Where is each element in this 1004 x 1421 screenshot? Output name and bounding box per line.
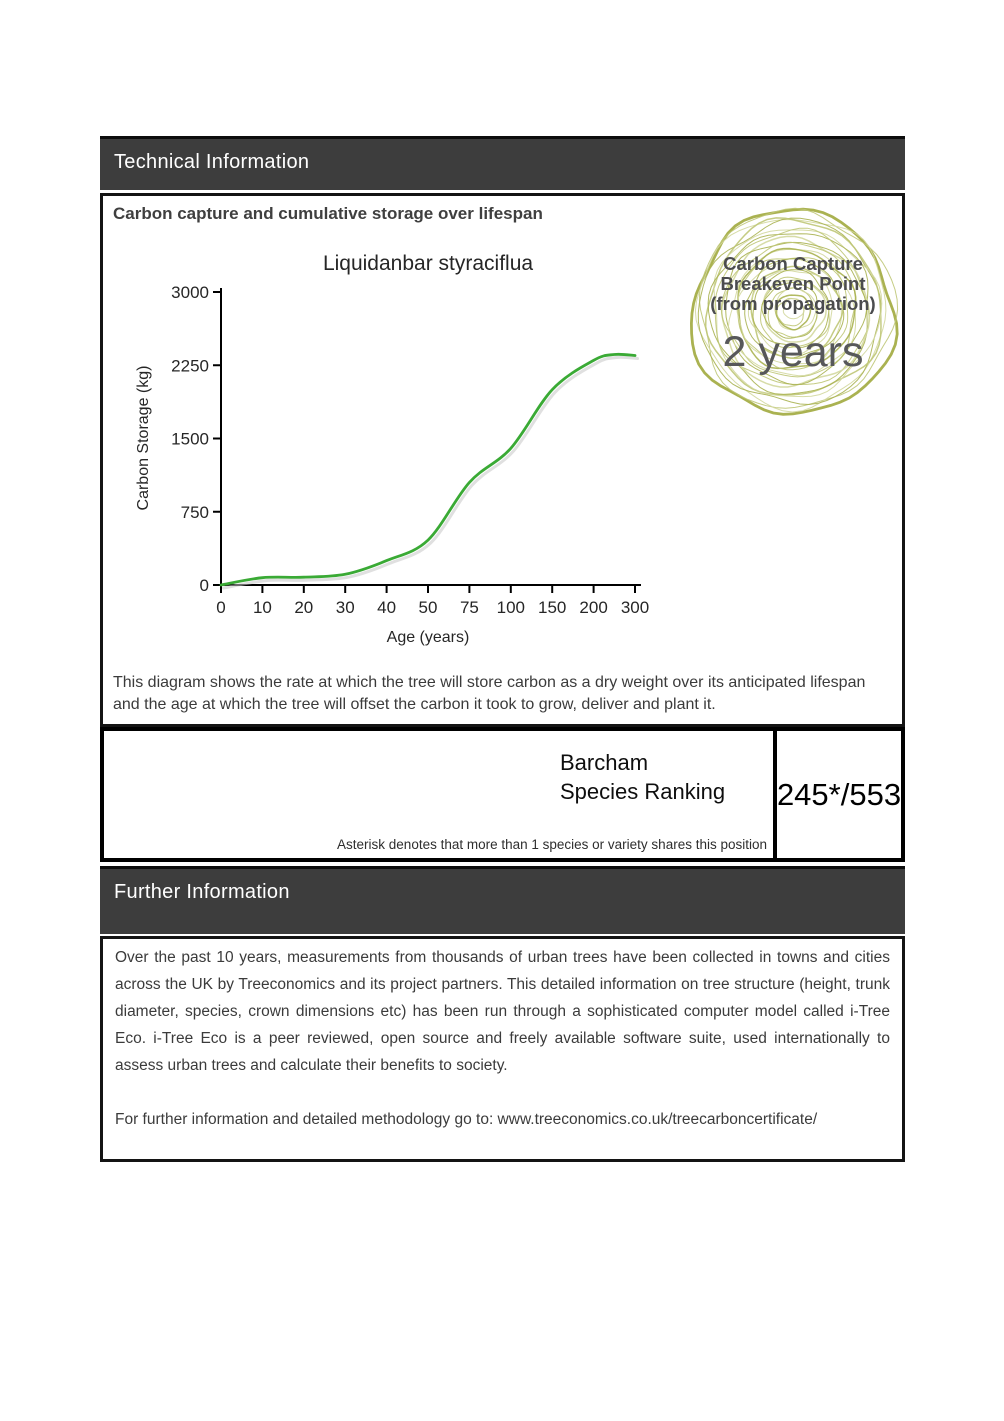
carbon-storage-line-chart xyxy=(110,240,690,664)
further-information-title: Further Information xyxy=(114,881,290,903)
svg-text:3000: 3000 xyxy=(171,283,209,302)
badge-line-2: Breakeven Point xyxy=(720,273,866,294)
further-information-section xyxy=(100,936,905,1162)
chart-section-heading: Carbon capture and cumulative storage over lifespan xyxy=(113,204,543,223)
technical-information-header xyxy=(100,136,905,190)
svg-text:1500: 1500 xyxy=(171,429,209,449)
svg-text:0: 0 xyxy=(199,576,209,595)
ranking-label: Species Ranking xyxy=(560,779,726,804)
svg-text:Liquidanbar styraciflua: Liquidanbar styraciflua xyxy=(322,252,534,275)
ranking-label-cell xyxy=(104,731,773,858)
ranking-value: 245*/553 xyxy=(776,776,902,812)
breakeven-badge-text xyxy=(686,254,900,377)
svg-text:20: 20 xyxy=(294,598,314,617)
breakeven-value: 2 years xyxy=(722,328,864,376)
svg-text:50: 50 xyxy=(418,598,438,617)
badge-line-1: Carbon Capture xyxy=(723,253,863,274)
svg-text:300: 300 xyxy=(620,598,650,617)
breakeven-badge xyxy=(686,204,900,420)
technical-information-title: Technical Information xyxy=(114,151,310,173)
ranking-asterisk-note: Asterisk denotes that more than 1 species or variety shares this position xyxy=(337,837,767,852)
ranking-value-cell xyxy=(773,731,901,858)
svg-text:Age (years): Age (years) xyxy=(386,629,470,646)
content-column xyxy=(100,136,905,1162)
further-information-link-line: For further information and detailed methodology go to: www.treeconomics.co.uk/treecarboncertificate/ xyxy=(115,1111,818,1128)
svg-text:100: 100 xyxy=(496,598,525,617)
chart-section xyxy=(100,193,905,727)
svg-text:10: 10 xyxy=(252,598,272,617)
further-information-paragraph: Over the past 10 years, measurements from thousands of urban trees have been collected in towns and cities across the UK by Treeconomics and its project partners. This detailed information on tree structure (height, trunk diameter, species, crown dimensions etc) has been run through a sophisticated computer model called i-Tree Eco. i-Tree Eco is a peer reviewed, open source and freely available software suite, used internationally to assess urban trees and calculate their benefits to society. xyxy=(115,949,890,1074)
ranking-org: Barcham xyxy=(560,750,649,775)
svg-text:150: 150 xyxy=(538,598,567,617)
svg-text:200: 200 xyxy=(579,598,608,617)
further-information-header xyxy=(100,866,905,934)
svg-text:2250: 2250 xyxy=(171,356,209,376)
svg-text:0: 0 xyxy=(216,598,226,617)
svg-text:40: 40 xyxy=(377,598,397,617)
ranking-title xyxy=(560,748,725,806)
badge-line-3: (from propagation) xyxy=(710,293,876,314)
chart-description: This diagram shows the rate at which the tree will store carbon as a dry weight over its anticipated lifespan and the age at which the tree will offset the carbon it took to grow, deliver and plant it. xyxy=(113,674,866,713)
svg-text:75: 75 xyxy=(459,598,479,617)
svg-text:750: 750 xyxy=(180,502,209,522)
svg-text:Carbon Storage (kg): Carbon Storage (kg) xyxy=(135,365,152,511)
species-ranking-section xyxy=(100,727,905,862)
svg-text:30: 30 xyxy=(335,598,355,617)
